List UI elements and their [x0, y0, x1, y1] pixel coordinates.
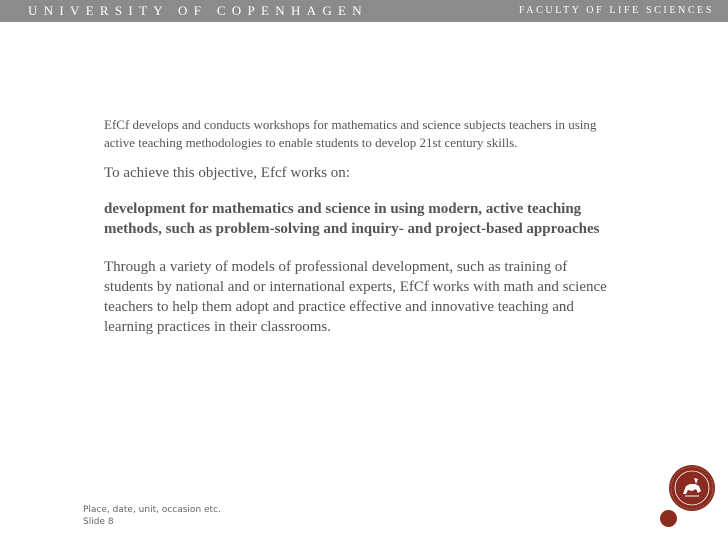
footer-place: Place, date, unit, occasion etc.	[83, 505, 221, 515]
objective-text: To achieve this objective, Efcf works on:	[104, 165, 350, 181]
header-bar	[0, 0, 728, 22]
footer	[83, 504, 221, 528]
university-title: UNIVERSITY OF COPENHAGEN	[28, 3, 368, 18]
accent-dot	[660, 510, 677, 527]
slide-number: Slide 8	[83, 517, 114, 527]
faculty-title: FACULTY OF LIFE SCIENCES	[518, 5, 714, 16]
body-text: Through a variety of models of professional development, such as training of students by national and or international experts, EfCf works with math and science teachers to help them adopt and practice effective and innovative teaching and learning practices in their classrooms.	[104, 259, 607, 335]
slide-content	[104, 116, 624, 337]
bold-point-text: development for mathematics and science in using modern, active teaching methods, such as problem-solving and inquiry- and project-based approaches	[104, 201, 600, 237]
university-seal-icon	[668, 464, 716, 512]
intro-text: EfCf develops and conducts workshops for mathematics and science subjects teachers in using active teaching methodologies to enable students to develop 21st century skills.	[104, 117, 597, 150]
